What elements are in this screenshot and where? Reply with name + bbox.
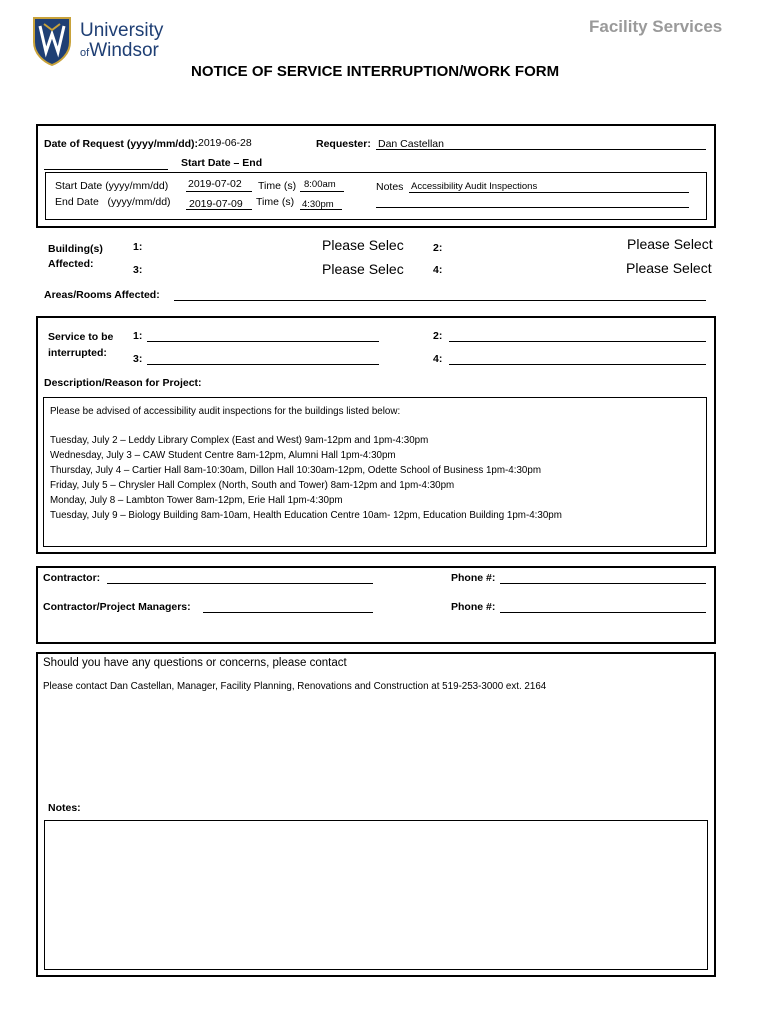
requester-label: Requester: [316,138,371,150]
time-label-2: Time (s) [256,196,295,208]
service-field-4[interactable] [449,364,706,365]
start-end-label: Start Date – End [181,157,263,169]
schedule-line: Tuesday, July 9 – Biology Building 8am-10am, Health Education Centre 10am- 12pm, Education Building 1pm-4:30pm [50,510,562,521]
service-number-3: 3: [133,353,143,365]
start-date-value[interactable]: 2019-07-02 [188,178,242,190]
building-number-4: 4: [433,264,443,276]
requester-underline [376,149,706,150]
notes-underline-2 [376,207,689,208]
building-select-4[interactable]: Please Select [626,260,712,276]
service-label-line1: Service to be [48,331,114,343]
managers-field[interactable] [203,612,373,613]
service-number-1: 1: [133,330,143,342]
contact-details: Please contact Dan Castellan, Manager, Facility Planning, Renovations and Construction at 519-253-3000 ext. 2164 [43,681,547,692]
date-of-request-label: Date of Request (yyyy/mm/dd): [44,138,199,150]
end-date-value[interactable]: 2019-07-09 [189,198,243,210]
bottom-notes-box[interactable] [44,820,708,970]
shield-icon [32,16,72,66]
building-select-1[interactable]: Please Selec [322,237,404,253]
schedule-line: Monday, July 8 – Lambton Tower 8am-12pm, Erie Hall 1pm-4:30pm [50,495,343,506]
logo-of: of [80,47,90,59]
building-select-3[interactable]: Please Selec [322,261,404,277]
service-number-2: 2: [433,330,443,342]
department-name: Facility Services [589,17,723,36]
schedule-line: Friday, July 5 – Chrysler Hall Complex (North, South and Tower) 8am-12pm and 1pm-4:30pm [50,480,455,491]
areas-rooms-label: Areas/Rooms Affected: [44,289,160,301]
service-field-1[interactable] [147,341,379,342]
contact-question: Should you have any questions or concerns, please contact [43,657,347,669]
logo-line2: Windsor [89,40,159,61]
end-date-label: End Date (yyyy/mm/dd) [55,196,171,208]
logo-line1: University [80,20,164,41]
notes-value[interactable]: Accessibility Audit Inspections [411,181,538,192]
time-label-1: Time (s) [258,180,297,192]
buildings-label-line1: Building(s) [48,243,103,255]
start-date-underline [186,191,252,192]
service-label-line2: interrupted: [48,347,107,359]
service-number-4: 4: [433,353,443,365]
service-field-2[interactable] [449,341,706,342]
time-value-2[interactable]: 4:30pm [302,199,334,210]
buildings-label-line2: Affected: [48,258,94,270]
service-field-3[interactable] [147,364,379,365]
end-date-underline [186,209,252,210]
time-value-1[interactable]: 8:00am [304,179,336,190]
time-underline-2 [300,209,342,210]
phone-field-2[interactable] [500,612,706,613]
description-intro: Please be advised of accessibility audit inspections for the buildings listed below: [50,406,401,417]
building-number-1: 1: [133,241,143,253]
bottom-notes-label: Notes: [48,802,81,814]
schedule-line: Wednesday, July 3 – CAW Student Centre 8am-12pm, Alumni Hall 1pm-4:30pm [50,450,396,461]
building-number-3: 3: [133,264,143,276]
contractor-field[interactable] [107,583,373,584]
phone-field-1[interactable] [500,583,706,584]
schedule-line: Tuesday, July 2 – Leddy Library Complex (East and West) 9am-12pm and 1pm-4:30pm [50,435,429,446]
blank-underline [44,169,168,170]
page-title: NOTICE OF SERVICE INTERRUPTION/WORK FORM [191,63,560,80]
schedule-list [50,433,562,523]
schedule-line: Thursday, July 4 – Cartier Hall 8am-10:30am, Dillon Hall 10:30am-12pm, Odette School of Business 1pm-4:30pm [50,465,541,476]
notes-underline-1 [409,192,689,193]
date-of-request-value[interactable]: 2019-06-28 [198,137,252,149]
notes-label: Notes [376,181,404,193]
description-label: Description/Reason for Project: [44,377,202,389]
university-logo [32,16,172,68]
building-select-2[interactable]: Please Select [627,236,713,252]
requester-value[interactable]: Dan Castellan [378,138,444,150]
building-number-2: 2: [433,242,443,254]
contractor-label: Contractor: [43,572,101,584]
time-underline-1 [300,191,344,192]
phone-label-1: Phone #: [451,572,496,584]
phone-label-2: Phone #: [451,601,496,613]
areas-rooms-underline[interactable] [174,300,706,301]
managers-label: Contractor/Project Managers: [43,601,191,613]
start-date-label: Start Date (yyyy/mm/dd) [55,180,169,192]
